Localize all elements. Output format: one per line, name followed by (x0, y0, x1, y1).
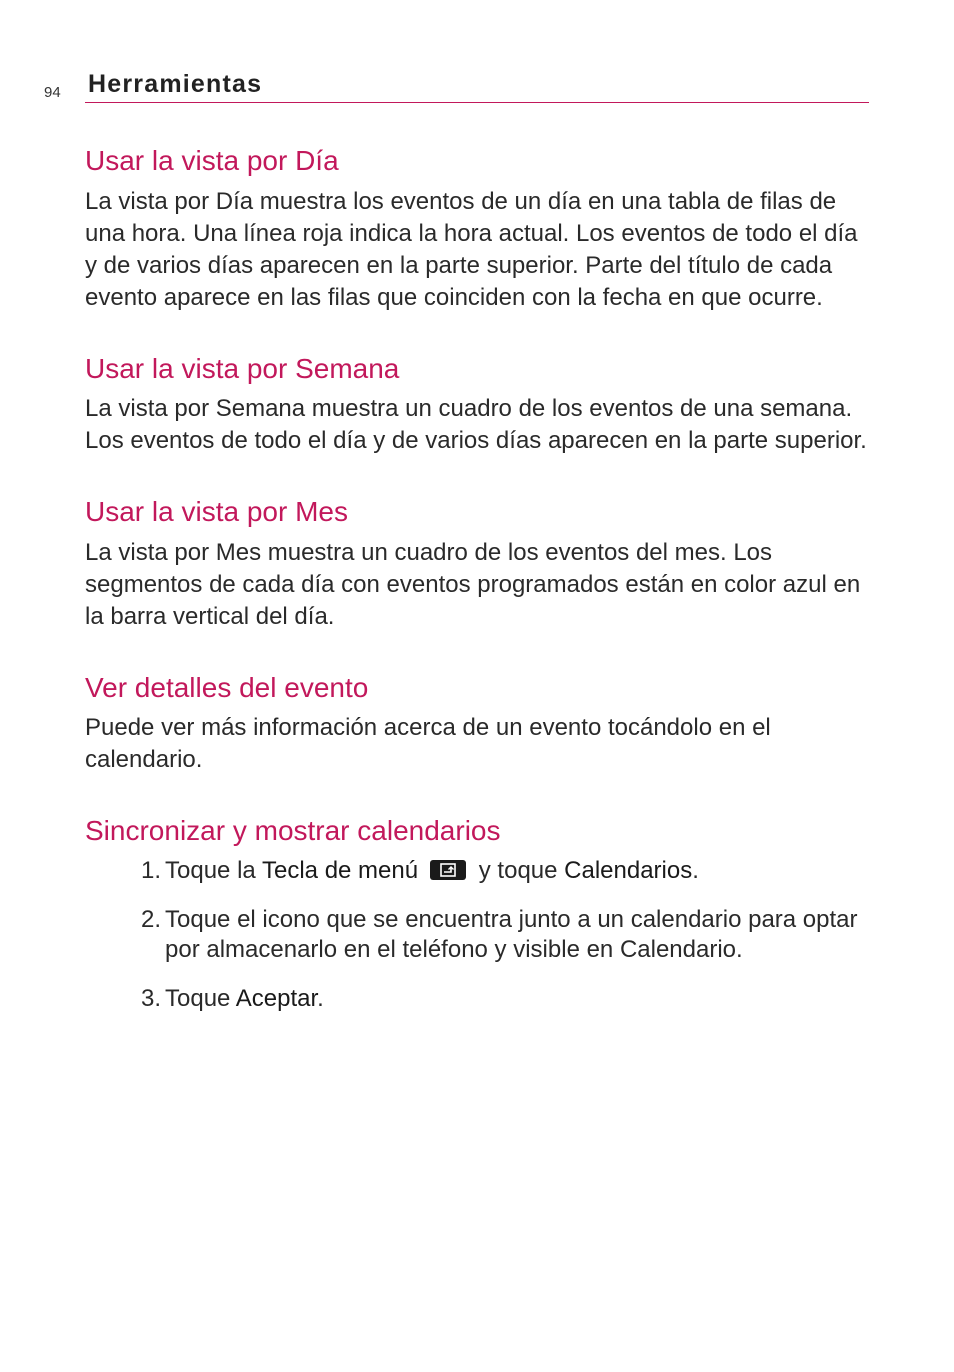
chapter-title: Herramientas (88, 70, 263, 98)
section-sync-calendars (85, 814, 875, 1014)
list-item (141, 984, 875, 1014)
list-item (141, 905, 875, 965)
step-text-post: . (692, 856, 699, 884)
section-heading: Usar la vista por Día (85, 145, 339, 176)
header-divider (85, 102, 869, 103)
section-day-view (85, 144, 875, 314)
section-heading: Usar la vista por Semana (85, 352, 400, 384)
step-number: 2. (141, 905, 162, 933)
step-text-pre: Toque la (165, 856, 262, 884)
section-heading: Usar la vista por Mes (85, 496, 348, 528)
section-body: La vista por Mes muestra un cuadro de los eventos del mes. Los segmentos de cada día con eventos programados están en color azul en la barra vertical del día. (85, 538, 861, 630)
calendars-label: Calendarios (564, 856, 693, 884)
step-text (165, 856, 699, 886)
page-content (85, 144, 875, 1052)
list-item (141, 856, 875, 886)
step-text-post: . (317, 984, 324, 1012)
section-month-view (85, 495, 875, 633)
accept-label: Aceptar (235, 984, 318, 1012)
menu-key-icon (430, 860, 466, 880)
step-text-mid: y toque (472, 856, 565, 884)
step-text-pre: Toque (165, 984, 236, 1012)
step-text (165, 984, 324, 1014)
section-body: La vista por Semana muestra un cuadro de los eventos de una semana. Los eventos de todo el día y de varios días aparecen en la parte superior. (85, 395, 867, 455)
section-body: Puede ver más información acerca de un evento tocándolo en el calendario. (85, 714, 771, 774)
step-number: 3. (141, 984, 162, 1012)
step-number: 1. (141, 856, 162, 884)
menu-key-label: Tecla de menú (262, 856, 419, 884)
step-text: Toque el icono que se encuentra junto a un calendario para optar por almacenarlo en el teléfono y visible en Calendario. (165, 905, 858, 963)
section-body: La vista por Día muestra los eventos de un día en una tabla de filas de una hora. Una línea roja indica la hora actual. Los eventos de todo el día y de varios días aparecen en la parte superior. Parte del título de cada evento aparece en las filas que coinciden con la fecha en que ocurre. (85, 187, 858, 311)
page-number: 94 (44, 84, 61, 101)
section-event-details (85, 671, 875, 777)
steps-list (85, 856, 875, 1014)
section-heading: Ver detalles del evento (85, 671, 369, 703)
section-week-view (85, 352, 875, 458)
section-heading: Sincronizar y mostrar calendarios (85, 815, 501, 847)
